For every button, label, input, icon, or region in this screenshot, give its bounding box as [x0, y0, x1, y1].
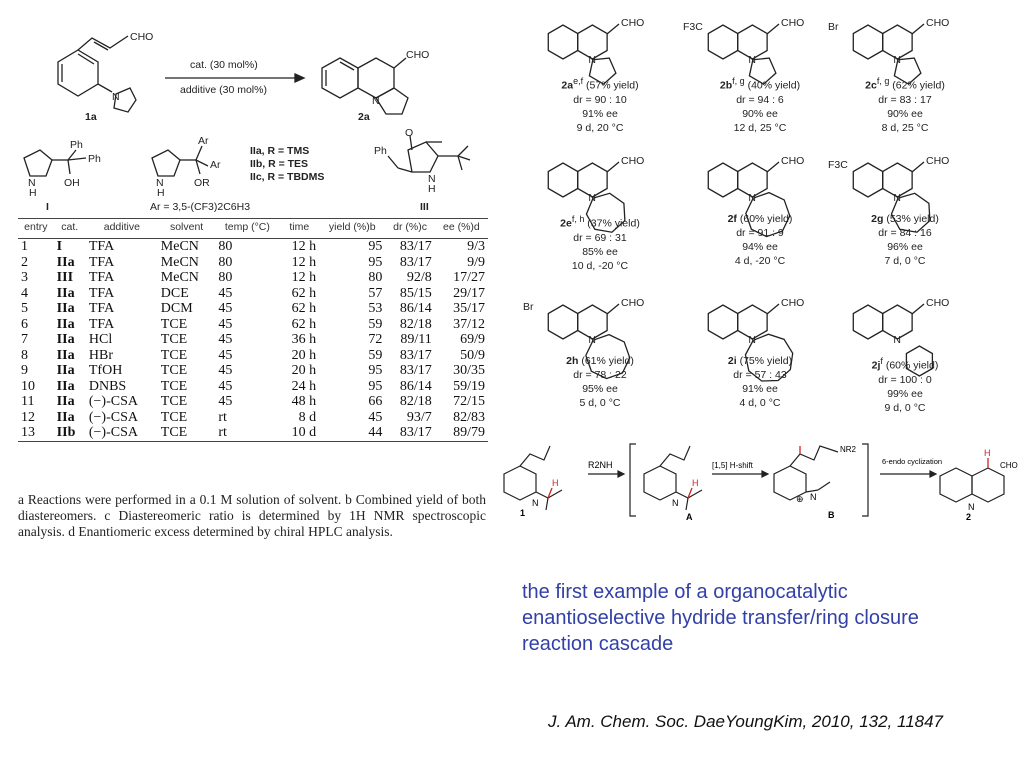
table-row: [18, 239, 488, 255]
compound-2a-label: 2a: [358, 111, 370, 123]
product-footnote-ref: f, g: [876, 76, 890, 86]
product-2h-cho: CHO: [621, 297, 645, 309]
table-row: [18, 425, 488, 441]
table-row: [18, 363, 488, 379]
table-row: [18, 410, 488, 426]
product-2c-caption: [830, 74, 980, 135]
svg-text:N: N: [968, 502, 975, 512]
cell-dr: 92/8: [406, 270, 432, 285]
cell-additive: TFA: [88, 254, 115, 270]
cell-time: 24 h: [291, 378, 317, 394]
cell-solvent: MeCN: [160, 270, 199, 285]
table-row: [18, 332, 488, 348]
cell-entry: 12: [21, 409, 35, 425]
catalyst-IIc-def: IIc, R = TBDMS: [250, 171, 325, 183]
nh-label-I: H: [29, 187, 37, 199]
product-id: 2j: [871, 359, 881, 372]
svg-text:N: N: [893, 54, 901, 66]
cell-dr: 83/17: [399, 239, 432, 254]
arrow-top-text: cat. (30 mol%): [190, 59, 258, 71]
svg-text:N: N: [156, 177, 164, 189]
cell-temp: rt: [218, 409, 227, 425]
product-ee: 91% ee: [742, 383, 778, 395]
table-row: [18, 317, 488, 333]
product-cond: 10 d, -20 °C: [571, 259, 629, 272]
cell-dr: 82/18: [399, 316, 432, 332]
cell-additive: (−)-CSA: [88, 409, 138, 425]
svg-text:N: N: [372, 95, 380, 107]
cell-dr: 86/14: [399, 301, 432, 316]
mechanism-scheme: [500, 440, 1020, 522]
ph-label-3: Ph: [374, 145, 387, 157]
svg-text:N: N: [532, 498, 539, 508]
cell-temp: 45: [218, 316, 233, 332]
nh-label-III: H: [428, 183, 436, 195]
cell-entry: 4: [21, 285, 28, 301]
product-footnote-ref: f, g: [732, 76, 745, 86]
cell-ee: 59/19: [453, 378, 485, 394]
product-yield: (37% yield): [584, 217, 640, 230]
product-ee: 95% ee: [582, 383, 618, 395]
col-solvent: solvent: [169, 221, 204, 233]
cell-temp: 45: [218, 394, 233, 409]
cell-cat: III: [56, 270, 74, 285]
cell-cat: IIa: [56, 332, 75, 347]
cell-ee: 17/27: [453, 270, 485, 285]
product-cond: 9 d, 20 °C: [576, 121, 624, 134]
product-dr: dr = 100 : 0: [878, 373, 932, 386]
product-ee: 90% ee: [742, 107, 778, 120]
svg-text:N: N: [748, 54, 756, 66]
product-2h-caption: [525, 354, 675, 410]
product-2c-substituent: Br: [828, 21, 839, 33]
cell-yield: 95: [368, 378, 383, 394]
cell-additive: TFA: [88, 270, 115, 285]
svg-text:O: O: [405, 128, 414, 139]
table-row: [18, 270, 488, 286]
cell-yield: 53: [368, 301, 383, 316]
cell-ee: 50/9: [460, 347, 485, 363]
product-cond: 4 d, 0 °C: [739, 397, 781, 409]
cell-yield: 66: [368, 394, 383, 409]
cell-cat: IIa: [56, 378, 75, 394]
summary-text: the first example of a organocatalytic enantioselective hydride transfer/ring closure reaction cascade: [522, 581, 919, 655]
product-2a-cho: CHO: [621, 17, 645, 29]
svg-text:H: H: [552, 478, 559, 488]
product-2g-cho: CHO: [926, 155, 950, 167]
cell-yield: 45: [368, 409, 383, 425]
product-ee: 91% ee: [582, 107, 618, 120]
mech-reagent: R2NH: [588, 460, 613, 470]
cell-cat: IIa: [56, 301, 75, 316]
cell-time: 20 h: [291, 347, 317, 363]
cell-ee: 89/79: [453, 425, 485, 440]
product-dr: dr = 84 : 16: [878, 227, 932, 239]
svg-text:N: N: [588, 54, 596, 66]
product-dr: dr = 91 : 9: [736, 227, 784, 239]
product-ee: 85% ee: [582, 245, 618, 258]
svg-text:H: H: [984, 448, 991, 458]
cell-entry: 1: [21, 239, 28, 254]
catalyst-IIa-def: IIa, R = TMS: [250, 145, 310, 157]
cell-solvent: TCE: [160, 316, 188, 332]
cell-dr: 86/14: [399, 378, 432, 394]
cell-ee: 9/3: [467, 239, 485, 254]
svg-text:N: N: [28, 177, 36, 189]
cell-temp: 45: [218, 332, 233, 347]
product-id: 2b: [719, 79, 733, 92]
product-2g-substituent: F3C: [828, 159, 848, 171]
cell-temp: 45: [218, 347, 233, 363]
cell-time: 48 h: [291, 394, 317, 409]
product-yield: (53% yield): [883, 213, 939, 225]
product-yield: (57% yield): [583, 79, 639, 92]
cell-temp: 80: [218, 270, 233, 285]
compound-1a-label: 1a: [85, 111, 97, 123]
product-ee: 96% ee: [887, 241, 923, 253]
cell-additive: TFA: [88, 301, 115, 316]
product-2b-cho: CHO: [781, 17, 805, 29]
col-dr: dr (%)c: [393, 221, 427, 233]
ph-label-2: Ph: [88, 153, 101, 165]
table-row: [18, 348, 488, 364]
cell-cat: IIa: [56, 409, 75, 425]
ar-label-2: Ar: [210, 159, 221, 171]
cell-temp: 80: [218, 254, 233, 270]
product-cond: 9 d, 0 °C: [884, 401, 926, 414]
citation-text: J. Am. Chem. Soc. DaeYoungKim, 2010, 132, 11847: [548, 712, 944, 731]
cell-time: 8 d: [298, 409, 317, 425]
svg-text:N: N: [748, 192, 756, 204]
product-id: 2c: [865, 79, 877, 92]
svg-text:N: N: [428, 173, 436, 185]
product-yield: (75% yield): [736, 355, 793, 367]
product-dr: dr = 57 : 43: [733, 369, 787, 381]
product-footnote-ref: e,f: [573, 76, 584, 86]
cell-ee: 35/17: [453, 301, 485, 316]
cell-solvent: TCE: [160, 409, 188, 425]
product-footnote-ref: f, h: [571, 214, 585, 224]
reaction-scheme: [40, 28, 440, 123]
catalyst-structures: [10, 128, 488, 214]
cell-solvent: TCE: [160, 347, 188, 363]
table-row: [18, 379, 488, 395]
cell-entry: 7: [21, 332, 28, 347]
cell-yield: 95: [368, 254, 383, 270]
mech-nr2: NR2: [840, 445, 857, 454]
cell-time: 10 d: [291, 425, 317, 440]
cell-ee: 9/9: [467, 254, 485, 270]
product-cond: 8 d, 25 °C: [881, 121, 929, 134]
product-2c-cho: CHO: [926, 17, 950, 29]
cell-dr: 83/17: [399, 347, 432, 363]
cell-yield: 95: [368, 239, 383, 254]
cell-temp: 45: [218, 301, 233, 316]
cho-label-1a: CHO: [130, 31, 154, 43]
cell-ee: 69/9: [460, 332, 485, 347]
cell-ee: 37/12: [453, 316, 485, 332]
cell-ee: 29/17: [453, 285, 485, 301]
mech-cho: CHO: [1000, 461, 1018, 470]
cell-solvent: TCE: [160, 378, 188, 394]
cell-ee: 82/83: [453, 409, 485, 425]
product-2e-cho: CHO: [621, 155, 645, 167]
product-2f-caption: [685, 212, 835, 268]
table-row: [18, 301, 488, 317]
mech-label-1: 1: [520, 508, 526, 518]
cell-ee: 30/35: [453, 363, 485, 378]
cell-entry: 9: [21, 363, 28, 378]
col-ee: ee (%)d: [442, 221, 480, 233]
product-2j-caption: [830, 354, 980, 415]
cell-solvent: TCE: [160, 425, 188, 440]
cell-temp: 45: [218, 285, 233, 301]
cell-entry: 5: [21, 301, 28, 316]
table-row: [18, 394, 488, 410]
cho-label-2a: CHO: [406, 49, 430, 61]
cell-entry: 6: [21, 316, 28, 332]
cell-cat: IIa: [56, 394, 75, 409]
cell-cat: IIa: [56, 254, 75, 270]
cell-time: 12 h: [291, 254, 317, 270]
cell-entry: 13: [21, 425, 35, 440]
col-temp: temp (°C): [224, 221, 270, 233]
product-id: 2e: [560, 217, 572, 230]
cell-dr: 82/18: [399, 394, 432, 409]
cell-entry: 11: [21, 394, 35, 409]
col-additive: additive: [103, 221, 140, 233]
product-ee: 99% ee: [887, 387, 923, 400]
product-2b-substituent: F3C: [683, 21, 703, 33]
cell-cat: IIa: [56, 347, 75, 363]
product-ee: 94% ee: [742, 241, 778, 253]
ar-label-1: Ar: [198, 135, 209, 147]
cell-time: 62 h: [291, 316, 317, 332]
product-id: 2h: [566, 355, 579, 367]
product-cond: 7 d, 0 °C: [884, 255, 926, 267]
product-yield: (60% yield): [736, 213, 793, 225]
cell-solvent: TCE: [160, 363, 188, 378]
svg-text:N: N: [588, 334, 596, 346]
cell-entry: 8: [21, 347, 28, 363]
oh-label: OH: [64, 177, 80, 189]
cell-temp: rt: [218, 425, 227, 440]
cell-time: 36 h: [291, 332, 317, 347]
cell-time: 20 h: [291, 363, 317, 378]
catalyst-III-label: III: [420, 201, 429, 213]
table-row: [18, 255, 488, 271]
product-id: 2g: [871, 213, 884, 225]
cell-temp: 80: [218, 239, 233, 254]
product-2e-caption: [525, 212, 675, 273]
cell-additive: TfOH: [88, 363, 123, 378]
cell-yield: 57: [368, 285, 383, 301]
cell-additive: TFA: [88, 239, 115, 254]
col-yield: yield (%)b: [328, 221, 376, 233]
product-dr: dr = 69 : 31: [573, 231, 627, 244]
cell-solvent: TCE: [160, 332, 188, 347]
cell-additive: (−)-CSA: [88, 394, 138, 409]
cell-entry: 2: [21, 254, 28, 270]
svg-text:N: N: [588, 192, 596, 204]
cell-yield: 80: [368, 270, 383, 285]
product-2i-caption: [685, 354, 835, 410]
cell-solvent: DCM: [160, 301, 193, 316]
table-footnote: a Reactions were performed in a 0.1 M solution of solvent. b Combined yield of both diastereomers. c Diastereomeric ratio is determined by 1H NMR spectroscopic analysis. d Enantiomeric excess determined by chiral HPLC analysis.: [18, 492, 486, 539]
svg-text:N: N: [672, 498, 679, 508]
cell-solvent: MeCN: [160, 254, 199, 270]
cell-yield: 59: [368, 347, 383, 363]
product-cond: 12 d, 25 °C: [733, 121, 787, 134]
arrow-bottom-text: additive (30 mol%): [180, 84, 267, 96]
product-yield: (62% yield): [889, 79, 945, 92]
cell-solvent: TCE: [160, 394, 188, 409]
svg-text:⊕: ⊕: [796, 494, 804, 504]
catalyst-I-label: I: [46, 201, 49, 213]
cell-yield: 44: [368, 425, 383, 440]
col-time: time: [289, 221, 310, 233]
svg-text:N: N: [893, 192, 901, 204]
cell-entry: 3: [21, 270, 28, 285]
or-label: OR: [194, 177, 210, 189]
conditions-table: [18, 218, 488, 442]
cell-cat: IIb: [56, 425, 76, 440]
cell-additive: DNBS: [88, 378, 127, 394]
product-dr: dr = 90 : 10: [573, 93, 627, 106]
svg-text:N: N: [893, 334, 901, 346]
table-header-row: [18, 219, 488, 239]
product-id: 2i: [727, 355, 737, 367]
product-yield: (60% yield): [882, 359, 939, 372]
product-cond: 5 d, 0 °C: [579, 397, 621, 409]
cell-entry: 10: [21, 378, 35, 394]
cell-solvent: DCE: [160, 285, 189, 301]
nh-label-II: H: [157, 187, 165, 199]
svg-text:N: N: [112, 91, 120, 103]
cell-yield: 72: [368, 332, 383, 347]
cell-time: 12 h: [291, 239, 317, 254]
cell-cat: IIa: [56, 363, 75, 378]
cell-additive: TFA: [88, 285, 115, 301]
cell-cat: IIa: [56, 316, 75, 332]
cell-dr: 83/17: [399, 425, 432, 440]
cell-dr: 83/17: [399, 363, 432, 378]
product-ee: 90% ee: [887, 107, 923, 120]
product-footnote-ref: f: [880, 356, 883, 366]
svg-text:N: N: [810, 492, 817, 502]
product-id: 2f: [727, 213, 737, 225]
product-2a-caption: [525, 74, 675, 135]
product-2j-cho: CHO: [926, 297, 950, 309]
product-2i-cho: CHO: [781, 297, 805, 309]
cell-additive: HBr: [88, 347, 113, 363]
ph-label-1: Ph: [70, 139, 83, 151]
mech-shift: [1,5] H-shift: [712, 461, 753, 470]
product-id: 2a: [561, 79, 574, 92]
product-2g-caption: [830, 212, 980, 268]
product-yield: (61% yield): [578, 355, 634, 367]
cell-time: 62 h: [291, 285, 317, 301]
cell-yield: 59: [368, 316, 383, 332]
cell-dr: 89/11: [400, 332, 432, 347]
cell-temp: 45: [218, 378, 233, 394]
cell-additive: (−)-CSA: [88, 425, 138, 440]
cell-additive: HCl: [88, 332, 113, 347]
product-cond: 4 d, -20 °C: [734, 255, 786, 267]
mech-label-B: B: [828, 510, 835, 520]
mech-label-A: A: [686, 512, 693, 522]
cell-solvent: MeCN: [160, 239, 199, 254]
cell-yield: 95: [368, 363, 383, 378]
cell-dr: 93/7: [406, 409, 432, 425]
product-dr: dr = 94 : 6: [736, 93, 784, 106]
mech-cyclization: 6-endo cyclization: [882, 457, 943, 466]
product-dr: dr = 83 : 17: [878, 93, 932, 106]
cell-ee: 72/15: [453, 394, 485, 409]
svg-text:N: N: [748, 334, 756, 346]
product-yield: (40% yield): [744, 79, 801, 92]
svg-text:H: H: [692, 478, 699, 488]
product-scope-grid: [490, 0, 1024, 440]
cell-cat: I: [56, 239, 63, 254]
product-dr: dr = 78 : 22: [573, 369, 627, 381]
cell-temp: 45: [218, 363, 233, 378]
cell-time: 62 h: [291, 301, 317, 316]
cell-dr: 85/15: [399, 285, 432, 301]
catalyst-IIb-def: IIb, R = TES: [250, 158, 309, 170]
product-2f-cho: CHO: [781, 155, 805, 167]
table-row: [18, 286, 488, 302]
ar-definition: Ar = 3,5-(CF3)2C6H3: [150, 201, 251, 213]
product-2h-substituent: Br: [523, 301, 534, 313]
mech-label-2: 2: [966, 512, 972, 522]
col-entry: entry: [24, 221, 48, 233]
col-cat: cat.: [61, 221, 79, 233]
cell-additive: TFA: [88, 316, 115, 332]
cell-dr: 83/17: [399, 254, 432, 270]
cell-cat: IIa: [56, 285, 75, 301]
product-2b-caption: [685, 74, 835, 135]
cell-time: 12 h: [291, 270, 317, 285]
